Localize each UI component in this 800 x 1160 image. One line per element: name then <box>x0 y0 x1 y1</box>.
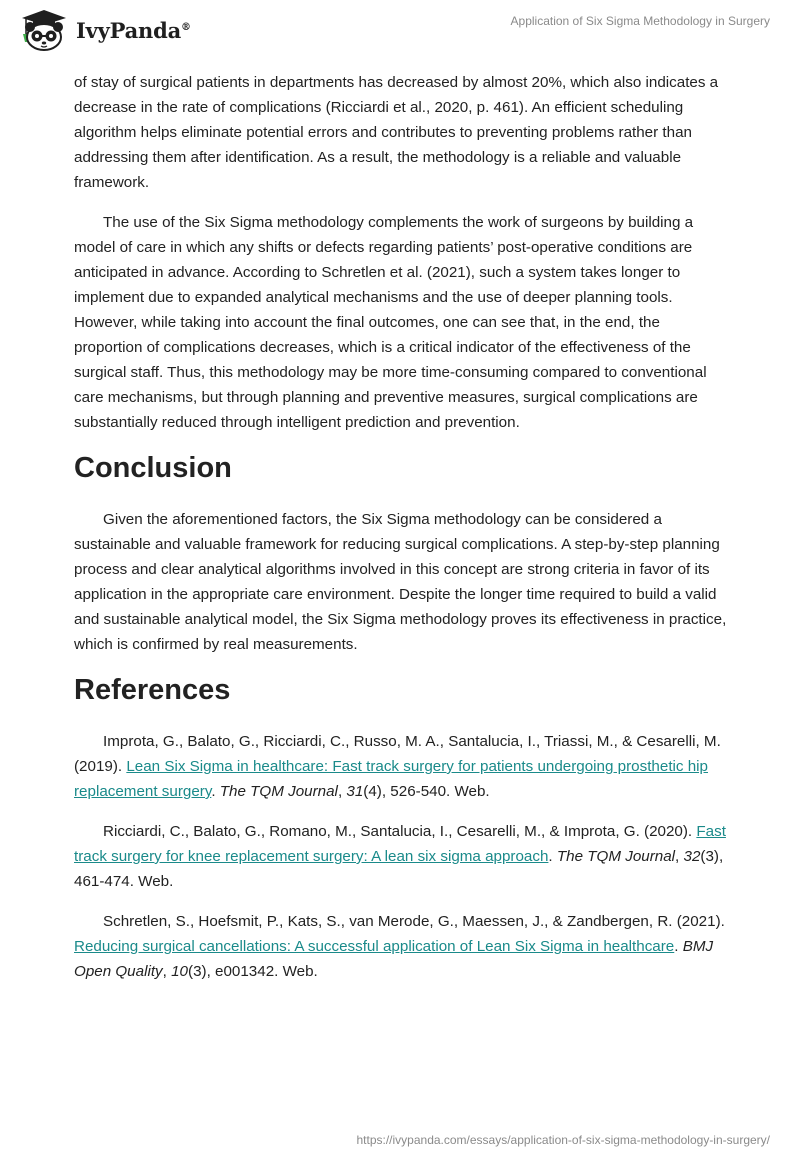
document-title: Application of Six Sigma Methodology in Surgery <box>510 14 770 28</box>
body-paragraph-2: The use of the Six Sigma methodology complements the work of surgeons by building a model of care in which any shifts or defects regarding patients’ post-operative conditions are anticipated in advance. According to Schretlen et al. (2021), such a system takes longer to implement due to expanded analytical mechanisms and the use of deeper planning tools. However, while taking into account the final outcomes, one can see that, in the end, the proportion of complications decreases, which is a critical indicator of the effectiveness of the surgical staff. Thus, this methodology may be more time-consuming compared to conventional care mechanisms, but through planning and preventive measures, surgical complications are substantially reduced through intelligent prediction and prevention. <box>74 214 707 431</box>
source-url[interactable]: https://ivypanda.com/essays/application-of-six-sigma-methodology-in-surgery/ <box>356 1133 770 1147</box>
essay-content <box>74 70 729 999</box>
reference-item: Improta, G., Balato, G., Ricciardi, C., Russo, M. A., Santalucia, I., Triassi, M., & Cesarelli, M. (2019). Lean Six Sigma in healthcare: Fast track surgery for patients undergoing prosthetic hip replacement surgery. The TQM Journal, 31(4), 526-540. Web. <box>74 733 721 800</box>
journal-name: The TQM Journal <box>556 848 676 865</box>
page-header <box>0 0 800 70</box>
reference-link-schretlen-2021[interactable]: Reducing surgical cancellations: A successful application of Lean Six Sigma in healthcare <box>74 938 675 955</box>
journal-name: The TQM Journal <box>219 783 338 800</box>
references-heading: References <box>74 674 231 706</box>
journal-volume: 10 <box>171 963 189 980</box>
conclusion-paragraph: Given the aforementioned factors, the Six Sigma methodology can be considered a sustainable and valuable framework for reducing surgical complications. A step-by-step planning process and clear analytical algorithms involved in this concept are strong criteria in favor of its application in the appropriate care environment. Despite the longer time required to build a valid and sustainable analytical model, the Six Sigma methodology proves its effectiveness in practice, which is confirmed by real measurements. <box>74 511 727 653</box>
reference-link-ricciardi-2020[interactable]: Fast track surgery for knee replacement surgery: A lean six sigma approach <box>74 823 726 865</box>
reference-item: Ricciardi, C., Balato, G., Romano, M., Santalucia, I., Cesarelli, M., & Improta, G. (2020). Fast track surgery for knee replacement surgery: A lean six sigma approach. The TQM Journal, 32(3), 461-474. Web. <box>74 823 726 890</box>
conclusion-heading: Conclusion <box>74 452 232 484</box>
reference-link-improta-2019[interactable]: Lean Six Sigma in healthcare: Fast track surgery for patients undergoing prosthetic hip replacement surgery <box>74 758 708 800</box>
journal-volume: 32 <box>683 848 701 865</box>
journal-volume: 31 <box>346 783 364 800</box>
body-paragraph-1: of stay of surgical patients in departments has decreased by almost 20%, which also indicates a decrease in the rate of complications (Ricciardi et al., 2020, p. 461). An efficient scheduling algorithm helps eliminate potential errors and contributes to preventing problems rather than addressing them after identification. As a result, the methodology is a reliable and valuable framework. <box>74 74 719 191</box>
panda-mascot-icon <box>14 8 74 52</box>
ivypanda-logo[interactable] <box>14 8 191 52</box>
reference-item: Schretlen, S., Hoefsmit, P., Kats, S., van Merode, G., Maessen, J., & Zandbergen, R. (2021). Reducing surgical cancellations: A successful application of Lean Six Sigma in healthcare. BMJ Open Quality, 10(3), e001342. Web. <box>74 913 725 980</box>
brand-name: IvyPanda® <box>76 17 191 43</box>
journal-name: BMJ Open Quality <box>74 938 714 980</box>
